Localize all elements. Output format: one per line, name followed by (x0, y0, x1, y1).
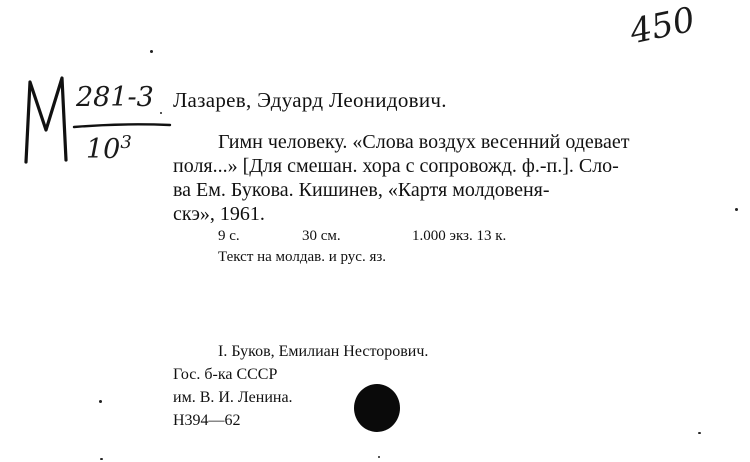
speck (160, 112, 162, 114)
library-line-1: Гос. б-ка СССР (173, 366, 278, 383)
library-code: Н394—62 (173, 412, 241, 429)
tracing: I. Буков, Емилиан Несторович. (218, 343, 429, 360)
shelf-number-top: 281-3 (76, 82, 154, 113)
description-line-4: скэ», 1961. (173, 203, 265, 225)
speck (698, 432, 701, 434)
speck (378, 456, 380, 458)
shelf-letter-m-handwritten (20, 70, 72, 165)
size: 30 см. (302, 228, 341, 244)
shelf-number-bottom-sup: 3 (120, 132, 132, 153)
library-line-2: им. В. И. Ленина. (173, 389, 293, 406)
description-line-2: поля...» [Для смешан. хора с сопровожд. ф.-п.]. Сло- (173, 155, 619, 177)
author-heading: Лазарев, Эдуард Леонидович. (173, 88, 447, 112)
speck (100, 458, 103, 460)
description-line-3: ва Ем. Букова. Кишинев, «Картя молдовеня- (173, 179, 550, 201)
copies-price: 1.000 экз. 13 к. (412, 228, 507, 244)
shelf-number-divider (72, 122, 172, 130)
pages: 9 с. (218, 228, 240, 244)
corner-handwritten-number: 450 (626, 0, 699, 53)
shelf-number-bottom-main: 10 (86, 134, 121, 165)
speck (735, 208, 738, 211)
language-note: Текст на молдав. и рус. яз. (218, 249, 387, 265)
ink-blot (354, 384, 400, 432)
shelf-number-bottom (86, 132, 132, 165)
description-line-1: Гимн человеку. «Слова воздух весенний одевает (218, 131, 630, 153)
speck (150, 50, 153, 53)
speck (99, 400, 102, 403)
